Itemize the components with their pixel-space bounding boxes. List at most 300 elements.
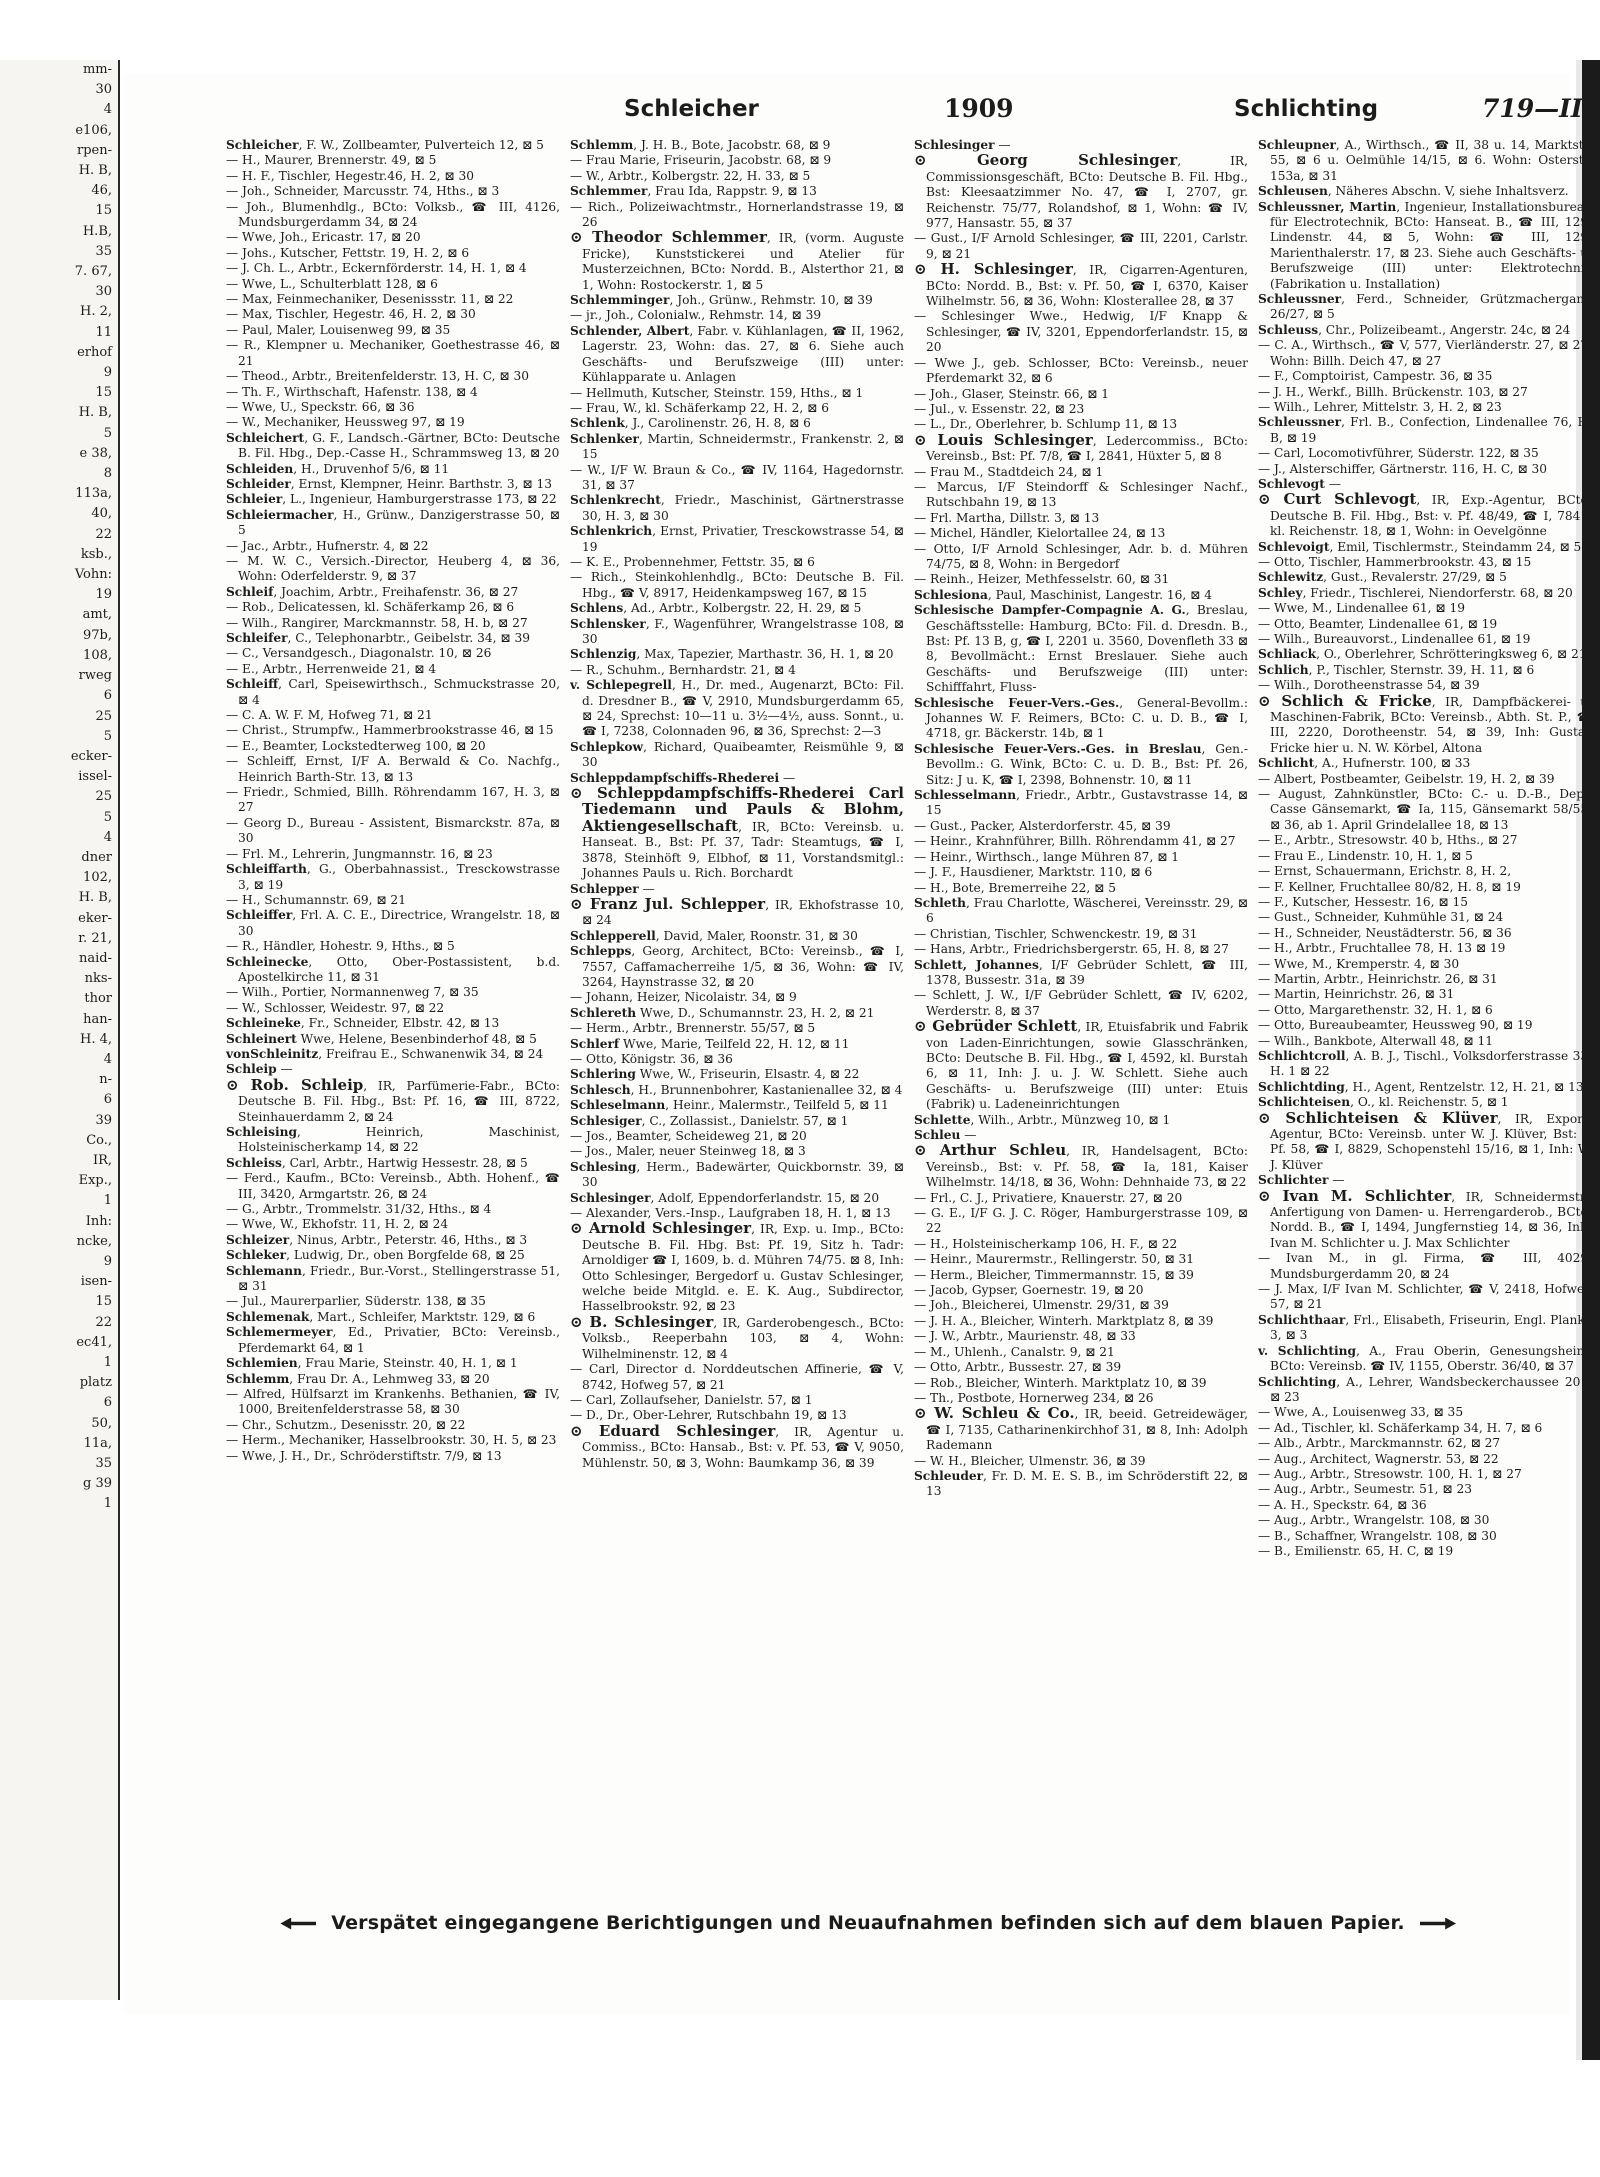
entry-name: Schleizer (226, 1232, 290, 1247)
entry-name: Schleicher (226, 138, 299, 152)
directory-entry (570, 555, 904, 570)
directory-entry (1258, 385, 1592, 400)
entry-details: , IR, Parfümerie-Fabr., BCto: Deutsche B. Fil. Hbg., Bst: Pf. 16, ☎ III, 8722, Steinhauerdamm 2, ⊠ 24 (238, 1078, 560, 1124)
entry-name: Schleip (226, 1062, 277, 1077)
column-2 (570, 138, 904, 1898)
margin-fragment: 30 (95, 82, 112, 98)
entry-name: ⊙ Ivan M. Schlichter (1258, 1186, 1452, 1205)
entry-details: , Frl. A. C. E., Directrice, Wrangelstr. 18, ⊠ 30 (238, 908, 560, 938)
entry-name: Schlenzig (570, 647, 637, 662)
directory-entry (226, 1294, 560, 1309)
entry-name: ⊙ B. Schlesinger (570, 1312, 714, 1331)
margin-fragment: 30 (95, 284, 112, 300)
entry-details: , IR, Export-Agentur, BCto: Vereinsb. unter W. J. Klüver, Bst: v. Pf. 58, ☎ I, 8829, Schopenstehl 15/16, ⊠ 1, Inh: W. J. Klüver (1270, 1111, 1592, 1172)
entry-details: — Wilh., Lehrer, Mittelstr. 3, H. 2, ⊠ 23 (1258, 399, 1502, 414)
entry-details: , Frl., Elisabeth, Friseurin, Engl. Planke 3, ⊠ 3 (1270, 1312, 1592, 1343)
directory-entry (570, 1362, 904, 1393)
entry-name: Schleuder (914, 1468, 984, 1483)
entry-name: Schlichtcroll (1258, 1048, 1346, 1063)
entry-details: — Ferd., Kaufm., BCto: Vereinsb., Abth. Hohenf., ☎ III, 3420, Armgartstr. 26, ⊠ 24 (226, 1171, 560, 1201)
entry-details: , A., Wirthsch., ☎ II, 38 u. 14, Marktstr. 55, ⊠ 6 u. Oelmühle 14/15, ⊠ 6. Wohn: Osterstr. 153a, ⊠ 31 (1270, 138, 1592, 183)
entry-details: — H., Holsteinischerkamp 106, H. F., ⊠ 22 (914, 1236, 1178, 1251)
entry-details: , A. B. J., Tischl., Volksdorferstrasse 33, H. 1 ⊠ 22 (1270, 1048, 1592, 1079)
directory-entry (914, 1469, 1248, 1500)
entry-details: , Friedr., Bur.-Vorst., Stellingerstrasse 51, ⊠ 31 (238, 1263, 560, 1294)
entry-details: — Frl., C. J., Privatiere, Knauerstr. 27, ⊠ 20 (914, 1190, 1183, 1205)
entry-details: , Frau Dr. A., Lehmweg 33, ⊠ 20 (289, 1371, 490, 1386)
entry-name: Schlicht (1258, 756, 1315, 771)
directory-entry (226, 539, 560, 554)
entry-name: Schlensker (570, 616, 646, 631)
entry-details: — Max, Tischler, Hegestr. 46, H. 2, ⊠ 30 (226, 307, 476, 322)
entry-details: — August, Zahnkünstler, BCto: C.- u. D.-B., Dep.-Casse Gänsemarkt, ☎ Ia, 115, Gänsemarkt 58/55, ⊠ 36, ab 1. April Grindelallee 18, ⊠ 13 (1258, 787, 1592, 832)
entry-name: Schlemien (226, 1356, 298, 1371)
directory-entry (914, 387, 1248, 402)
entry-details: — Ad., Tischler, kl. Schäferkamp 34, H. 7, ⊠ 6 (1258, 1420, 1543, 1435)
margin-fragment: H. B, (78, 405, 112, 421)
entry-details: , Breslau, Geschäftsstelle: Hamburg, BCto: Fil. d. Dresdn. B., Bst: Pf. 13 B, g, ☎ I, 2201 u. 3560, Dovenfleth 33 ⊠ 8, Bevollmächt.: Ernst Breslauer. Siehe auch Geschäfts- und Berufszweige (III) unter: Schifffahrt, Fluss- (926, 603, 1248, 695)
entry-details: , IR, Ekhofstrasse 10, ⊠ 24 (582, 897, 904, 928)
directory-entry (570, 169, 904, 184)
entry-details: , IR, Commissionsgeschäft, BCto: Deutsche B. Fil. Hbg., Bst: Kleesaatzimmer No. 47, ☎ I, 2707, gr. Reichenstr. 75/77, Rolandshof, ⊠ 1, Wohn: ☎ IV, 977, Hansastr. 55, ⊠ 37 (926, 154, 1248, 231)
entry-details: — Aug., Arbtr., Stresowstr. 100, H. 1, ⊠ 27 (1258, 1466, 1522, 1481)
entry-details: — (1324, 476, 1341, 491)
entry-details: Wwe, Helene, Besenbinderhof 48, ⊠ 5 (296, 1031, 537, 1046)
entry-details: , IR, Schneidermstr., Anfertigung von Damen- u. Herrengarderob., BCto: Nordd. B., ☎ I, 1494, Jungfernstieg 14, ⊠ 36, Inh: Ivan M. Schlichter u. J. Max Schlichter (1270, 1189, 1592, 1250)
entry-name: Schleier (226, 492, 283, 507)
directory-entry (914, 1376, 1248, 1391)
entry-details: , Frau Ida, Rappstr. 9, ⊠ 13 (647, 184, 817, 199)
directory-entry (226, 847, 560, 862)
directory-entry (570, 230, 904, 293)
entry-details: — Gust., I/F Arnold Schlesinger, ☎ III, 2201, Carlstr. 9, ⊠ 21 (914, 231, 1248, 261)
directory-page (124, 74, 1592, 2014)
entry-details: — Herm., Bleicher, Timmermannstr. 15, ⊠ 39 (914, 1267, 1194, 1282)
entry-details: — Otto, Bureaubeamter, Heussweg 90, ⊠ 19 (1258, 1018, 1533, 1033)
entry-details: , A., Lehrer, Wandsbeckerchaussee 201, ⊠ 23 (1270, 1374, 1592, 1404)
directory-entry (1258, 787, 1592, 833)
directory-entry (226, 169, 560, 184)
margin-fragment: nks- (84, 971, 112, 987)
directory-entry (570, 678, 904, 740)
entry-details: , Friedr., Arbtr., Gustavstrasse 14, ⊠ 15 (926, 788, 1248, 818)
entry-details: — Reinh., Heizer, Methfesselstr. 60, ⊠ 31 (914, 572, 1170, 587)
entry-details: — Jos., Beamter, Scheideweg 21, ⊠ 20 (570, 1129, 807, 1143)
entry-details: — Chr., Schutzm., Desenisstr. 20, ⊠ 22 (226, 1417, 466, 1432)
entry-details: — Alb., Arbtr., Marckmannstr. 62, ⊠ 27 (1258, 1436, 1501, 1451)
directory-entry (570, 324, 904, 386)
entry-details: — Wwe, Joh., Ericastr. 17, ⊠ 20 (226, 230, 421, 245)
entry-details: , Friedr., Tischlerei, Niendorferstr. 68, ⊠ 20 (1302, 585, 1573, 600)
entry-name: Schlesinger (570, 1190, 651, 1205)
margin-fragment: issel- (78, 769, 112, 785)
entry-details: — Herm., Mechaniker, Hasselbrookstr. 30, H. 5, ⊠ 23 (226, 1433, 557, 1448)
directory-entry (1258, 941, 1592, 956)
directory-entry (226, 1171, 560, 1202)
entry-name: Schlenkrich (570, 524, 653, 539)
entry-name: Schleiffer (226, 908, 293, 923)
directory-entry (1258, 462, 1592, 477)
margin-fragment: 25 (95, 789, 112, 805)
entry-details: — Otto, I/F Arnold Schlesinger, Adr. b. d. Mühren 74/75, ⊠ 8, Wohn: in Bergedorf (914, 541, 1248, 571)
entry-details: — Theod., Arbtr., Breitenfelderstr. 13, H. C, ⊠ 30 (226, 369, 530, 384)
directory-entry (226, 893, 560, 908)
entry-details: — Otto, Arbtr., Bussestr. 27, ⊠ 39 (914, 1360, 1122, 1375)
entry-details: — H., Bote, Bremerreihe 22, ⊠ 5 (914, 880, 1117, 895)
entry-details: — F., Kutscher, Hessestr. 16, ⊠ 15 (1258, 894, 1468, 909)
entry-details: , Carl, Arbtr., Hartwig Hessestr. 28, ⊠ 5 (281, 1155, 528, 1170)
entry-details: — Martin, Heinrichstr. 26, ⊠ 31 (1258, 987, 1455, 1002)
directory-entry (1258, 1186, 1592, 1252)
entry-details: — H. F., Tischler, Hegestr.46, H. 2, ⊠ 30 (226, 168, 475, 183)
directory-entry (570, 1067, 904, 1082)
entry-details: — Heinr., Krahnführer, Billh. Röhrendamm 41, ⊠ 27 (914, 834, 1236, 849)
entry-details: , Gen.-Bevollm.: G. Wink, BCto: C. u. D. B., Bst: Pf. 26, Sitz: J u. K, ☎ I, 2398, Bohnenstr. 10, ⊠ 11 (926, 741, 1248, 787)
directory-entry (226, 1217, 560, 1232)
directory-entry (226, 708, 560, 723)
entry-name: Schleiermacher (226, 507, 334, 522)
entry-details: — Schlesinger Wwe., Hedwig, I/F Knapp & Schlesinger, ☎ IV, 3201, Eppendorferlandstr. 15, ⊠ 20 (914, 309, 1248, 355)
entry-details: , Ludwig, Dr., oben Borgfelde 68, ⊠ 25 (286, 1248, 525, 1263)
entry-details: , H., Druvenhof 5/6, ⊠ 11 (293, 461, 450, 476)
entry-details: — J. W., Arbtr., Maurienstr. 48, ⊠ 33 (914, 1329, 1136, 1344)
margin-fragment: 22 (95, 1314, 112, 1330)
directory-entry (226, 1047, 560, 1062)
entry-details: — Wilh., Bureauvorst., Lindenallee 61, ⊠ 19 (1258, 632, 1531, 646)
directory-entry (914, 1113, 1248, 1128)
entry-name: Schlichting (1258, 1374, 1337, 1389)
entry-details: — jr., Joh., Colonialw., Rehmstr. 14, ⊠ 39 (570, 308, 822, 323)
directory-entry (914, 526, 1248, 541)
entry-name: Schlemann (226, 1263, 302, 1278)
entry-details: , G. F., Landsch.-Gärtner, BCto: Deutsche B. Fil. Hbg., Dep.-Casse H., Schrammsweg 13, ⊠ 20 (238, 430, 560, 461)
margin-fragment: ec41, (76, 1334, 112, 1350)
entry-details: — E., Arbtr., Herrenweide 21, ⊠ 4 (226, 661, 437, 676)
entry-name: ⊙ W. Schleu & Co. (914, 1404, 1075, 1423)
entry-details: — E., Arbtr., Stresowstr. 40 b, Hths., ⊠ 27 (1258, 833, 1518, 848)
entry-details: — Jacob, Gypser, Goernestr. 19, ⊠ 20 (914, 1283, 1144, 1298)
entry-details: — Wwe J., geb. Schlosser, BCto: Vereinsb., neuer Pferdemarkt 32, ⊠ 6 (914, 355, 1248, 386)
margin-fragment: n- (99, 1072, 112, 1088)
entry-details: — E., Beamter, Lockstedterweg 100, ⊠ 20 (226, 738, 486, 753)
margin-fragment: naid- (79, 950, 112, 966)
pointing-hand-right-icon (1420, 1918, 1456, 1930)
entry-name: ⊙ Gebrüder Schlett (914, 1017, 1078, 1036)
entry-name: ⊙ Eduard Schlesinger (570, 1421, 776, 1440)
directory-entry (914, 1237, 1248, 1252)
directory-entry (226, 723, 560, 738)
entry-name: Schlemminger (570, 293, 670, 308)
entry-details: , Martin, Schneidermstr., Frankenstr. 2, ⊠ 15 (582, 431, 904, 462)
directory-entry (1258, 1375, 1592, 1406)
directory-columns (226, 138, 1592, 1898)
directory-entry (226, 1449, 560, 1464)
entry-details: — Carl, Director d. Norddeutschen Affinerie, ☎ V, 8742, Hofweg 57, ⊠ 21 (570, 1362, 904, 1392)
entry-details: — Frau M., Stadtdeich 24, ⊠ 1 (914, 464, 1104, 479)
directory-entry (570, 386, 904, 401)
margin-fragment: 5 (103, 728, 112, 744)
entry-details: , IR, (vorm. Auguste Fricke), Kunststickerei und Atelier für Musterzeichnen, BCto: Nordd. B., Alsterthor 21, ⊠ 1, Wohn: Rostockerstr. 1, ⊠ 5 (582, 231, 904, 292)
directory-entry (914, 1206, 1248, 1237)
entry-details: , Gust., Revalerstr. 27/29, ⊠ 5 (1323, 570, 1507, 585)
entry-details: — Wwe, W., Ekhofstr. 11, H. 2, ⊠ 24 (226, 1217, 449, 1232)
directory-entry (914, 1143, 1248, 1190)
entry-details: — Christ., Strumpfw., Hammerbrookstrasse 46, ⊠ 15 (226, 723, 554, 738)
directory-entry (914, 430, 1248, 465)
entry-details: — Schleiff, Ernst, I/F A. Berwald & Co. Nachfg., Heinrich Barth-Str. 13, ⊠ 13 (226, 754, 560, 784)
directory-entry (570, 1021, 904, 1036)
entry-details: — W. H., Bleicher, Ulmenstr. 36, ⊠ 39 (914, 1453, 1146, 1468)
directory-entry (1258, 338, 1592, 369)
entry-name: Schley (1258, 585, 1303, 600)
entry-name: Schlett, Johannes (914, 957, 1039, 972)
directory-entry (914, 1406, 1248, 1453)
entry-details: , Paul, Maschinist, Langestr. 16, ⊠ 4 (987, 587, 1212, 602)
margin-fragment: 4 (103, 829, 112, 845)
margin-fragment: 1 (103, 1355, 112, 1370)
entry-details: — Wwe, M., Lindenallee 61, ⊠ 19 (1258, 601, 1465, 616)
entry-details: , Otto, Ober-Postassistent, b.d. Apostelkirche 11, ⊠ 31 (238, 954, 560, 984)
entry-details: — Jul., v. Essenstr. 22, ⊠ 23 (914, 401, 1085, 416)
directory-entry (1258, 1529, 1592, 1544)
directory-entry (226, 1125, 560, 1156)
directory-entry (1258, 415, 1592, 446)
entry-details: — Otto, Margarethenstr. 32, H. 1, ⊠ 6 (1258, 1002, 1493, 1017)
entry-details: , Emil, Tischlermstr., Steindamm 24, ⊠ 5 (1329, 539, 1582, 554)
entry-name: ⊙ Schlichteisen & Klüver (1258, 1108, 1498, 1127)
entry-details: , General-Bevollm.: Johannes W. F. Reimers, BCto: C. u. D. B., ☎ I, 4718, gr. Bäckerstr. 14b, ⊠ 1 (926, 695, 1248, 741)
directory-entry (1258, 1282, 1592, 1313)
entry-details: , Frau Charlotte, Wäscherei, Vereinsstr. 29, ⊠ 6 (926, 895, 1248, 926)
entry-details: — C., Versandgesch., Diagonalstr. 10, ⊠ 26 (226, 646, 492, 661)
entry-details: , Ed., Privatier, BCto: Vereinsb., Pferdemarkt 64, ⊠ 1 (238, 1325, 560, 1355)
directory-entry (914, 465, 1248, 480)
directory-entry (1258, 1313, 1592, 1344)
entry-details: , Georg, Architect, BCto: Vereinsb., ☎ I, 7557, Caffamacherreihe 1/5, ⊠ 36, Wohn: ☎ IV, 3264, Haynstrasse 32, ⊠ 20 (582, 944, 904, 989)
entry-name: Schleppdampfschiffs-Rhederei (570, 770, 780, 785)
column-3 (914, 138, 1248, 1898)
directory-entry (1258, 772, 1592, 787)
directory-entry (914, 742, 1248, 788)
margin-fragment: 6 (103, 1395, 112, 1411)
margin-fragment: 11 (95, 324, 112, 340)
directory-entry (1258, 601, 1592, 616)
entry-details: , IR, Etuisfabrik und Fabrik von Laden-Einrichtungen, sowie Glasschränken, BCto: Deutsche B. Fil. Hbg., ☎ I, 4592, kl. Burstah 6, ⊠ 11, Inh: J. u. J. W. Schlett. Siehe auch Geschäfts- u. Berufszweige (III) unter: Etuis (Fabrik) u. Ladeneinrichtungen (926, 1020, 1248, 1112)
directory-entry (1258, 756, 1592, 771)
entry-details: , H., Brunnenbohrer, Kastanienallee 32, ⊠ 4 (630, 1082, 903, 1097)
entry-details: — Th., Postbote, Hornerweg 234, ⊠ 26 (914, 1390, 1154, 1405)
entry-details: , O., Oberlehrer, Schrötteringksweg 6, ⊠ 21 (1316, 647, 1587, 662)
directory-entry (1258, 833, 1592, 848)
directory-entry (570, 786, 904, 881)
entry-details: — Frl. Martha, Dillstr. 3, ⊠ 13 (914, 510, 1100, 525)
entry-name: Schlering (570, 1067, 636, 1082)
directory-entry (1258, 972, 1592, 987)
directory-entry (570, 1098, 904, 1113)
directory-entry (226, 230, 560, 245)
entry-name: Schlette (914, 1112, 971, 1127)
entry-details: — Heinr., Wirthsch., lange Mühren 87, ⊠ 1 (914, 849, 1180, 864)
directory-entry (1258, 138, 1592, 184)
entry-details: — R., Händler, Hohestr. 9, Hths., ⊠ 5 (226, 939, 455, 954)
entry-details: , IR, Cigarren-Agenturen, BCto: Nordd. B., Bst: v. Pf. 50, ☎ I, 6370, Kaiser Wilhelmstr. 56, ⊠ 36, Wohn: Klosterallee 28, ⊠ 37 (926, 263, 1248, 309)
entry-name: Schlevogt (1258, 476, 1325, 491)
entry-name: Schlesische Feuer-Vers.-Ges. (914, 695, 1120, 710)
directory-entry (1258, 492, 1592, 539)
directory-entry (914, 927, 1248, 942)
entry-name: Schlesiona (914, 587, 988, 602)
directory-entry (570, 1421, 904, 1471)
entry-details: — Aug., Architect, Wagnerstr. 53, ⊠ 22 (1258, 1451, 1499, 1466)
entry-details: , Wilh., Arbtr., Münzweg 10, ⊠ 1 (970, 1112, 1171, 1127)
directory-entry (570, 1052, 904, 1067)
entry-details: , Herm., Badewärter, Quickbornstr. 39, ⊠ 30 (582, 1159, 904, 1190)
entry-details: , Ingenieur, Installationsbureau für Electrotechnik, BCto: Hanseat. B., ☎ III, 129, Lindenstr. 44, ⊠ 5, Wohn: ☎ III, 129, Marienthalerstr. 17, ⊠ 23. Siehe auch Geschäfts- u. Berufszweige (III) unter: Elektrotechnik (Fabrikation u. Installation) (1270, 199, 1592, 291)
entry-details: , Fabr. v. Kühlanlagen, ☎ II, 1962, Lagerstr. 23, Wohn: das. 27, ⊠ 6. Siehe auch Geschäfts- und Berufszweige (III) unter: Kühlapparate u. Anlagen (582, 323, 904, 385)
directory-entry (1258, 1513, 1592, 1528)
entry-name: ⊙ Curt Schlevogt (1258, 490, 1417, 509)
entry-name: Schleinert (226, 1031, 297, 1046)
directory-entry (226, 908, 560, 939)
directory-entry (226, 1032, 560, 1047)
directory-entry (226, 1372, 560, 1387)
entry-name: Schlenker (570, 431, 639, 446)
directory-entry (1258, 1251, 1592, 1282)
entry-name: Schleussner, Martin (1258, 199, 1397, 214)
entry-name: Schleif (226, 584, 274, 599)
margin-fragment: 4 (103, 1051, 112, 1067)
directory-entry (570, 663, 904, 678)
directory-entry (914, 850, 1248, 865)
directory-entry (570, 138, 904, 153)
directory-entry (914, 1283, 1248, 1298)
entry-name: Schlichteisen (1258, 1095, 1351, 1110)
directory-entry (570, 200, 904, 231)
entry-name: Schlewitz (1258, 570, 1324, 585)
directory-entry (914, 402, 1248, 417)
directory-entry (914, 480, 1248, 511)
entry-details: — Gust., Packer, Alsterdorferstr. 45, ⊠ 39 (914, 818, 1171, 833)
margin-fragment: han- (83, 1011, 112, 1027)
entry-details: , J., Carolinenstr. 26, H. 8, ⊠ 6 (624, 416, 811, 431)
entry-details: , C., Telephonarbtr., Geibelstr. 34, ⊠ 39 (287, 631, 531, 645)
entry-name: Schleth (914, 895, 966, 910)
margin-fragment: 6 (103, 688, 112, 704)
entry-details: Wwe, Marie, Teilfeld 22, H. 12, ⊠ 11 (619, 1036, 850, 1051)
entry-details: , G., Oberbahnassist., Tresckowstrasse 3, ⊠ 19 (238, 862, 560, 892)
entry-details: , J. H. B., Bote, Jacobstr. 68, ⊠ 9 (633, 138, 831, 152)
entry-details: — Jul., Maurerparlier, Süderstr. 138, ⊠ 35 (226, 1294, 486, 1309)
entry-details: , Joachim, Arbtr., Freihafenstr. 36, ⊠ 27 (273, 584, 519, 599)
entry-name: Schlenk (570, 416, 625, 431)
directory-entry (914, 834, 1248, 849)
directory-entry (1258, 184, 1592, 199)
margin-fragment: H. 2, (79, 304, 112, 320)
entry-details: , A., Frau Oberin, Genesungsheim, BCto: Vereinsb. ☎ IV, 1155, Oberstr. 36/40, ⊠ 37 (1270, 1343, 1592, 1374)
directory-entry (914, 356, 1248, 387)
entry-details: — Gust., Schneider, Kuhmühle 31, ⊠ 24 (1258, 910, 1504, 925)
entry-details: — Rob., Delicatessen, kl. Schäferkamp 26, ⊠ 6 (226, 600, 515, 615)
entry-details: — Frau E., Lindenstr. 10, H. 1, ⊠ 5 (1258, 848, 1473, 863)
entry-name: Schleiden (226, 461, 294, 476)
entry-name: Schleussner (1258, 292, 1342, 307)
margin-fragment: ncke, (76, 1233, 112, 1249)
entry-details: — W., Arbtr., Kolbergstr. 22, H. 33, ⊠ 5 (570, 168, 811, 183)
margin-fragment: e 38, (79, 445, 112, 461)
entry-name: ⊙ Schlich & Fricke (1258, 691, 1432, 710)
directory-entry (914, 881, 1248, 896)
directory-entry (226, 323, 560, 338)
directory-entry (914, 1329, 1248, 1344)
margin-fragment: rweg (78, 668, 112, 684)
entry-name: ⊙ H. Schlesinger (914, 260, 1073, 279)
directory-entry (570, 647, 904, 662)
entry-details: — F., Comptoirist, Campestr. 36, ⊠ 35 (1258, 369, 1493, 384)
entry-details: — Friedr., Schmied, Billh. Röhrendamm 167, H. 3, ⊠ 27 (226, 785, 560, 815)
entry-details: — Wilh., Rangirer, Marckmannstr. 58, H. b, ⊠ 27 (226, 615, 528, 630)
directory-entry (570, 493, 904, 524)
entry-details: , L., Ingenieur, Hamburgerstrasse 173, ⊠ 22 (282, 492, 557, 507)
directory-entry (226, 138, 560, 153)
entry-details: — Wwe, L., Schulterblatt 128, ⊠ 6 (226, 276, 438, 291)
entry-details: — W., Mechaniker, Heussweg 97, ⊠ 19 (226, 415, 465, 430)
entry-details: , F. W., Zollbeamter, Pulverteich 12, ⊠ 5 (298, 138, 544, 152)
directory-entry (1258, 1344, 1592, 1375)
entry-name: Schlesinger (914, 138, 995, 152)
entry-details: — Alfred, Hülfsarzt im Krankenhs. Bethanien, ☎ IV, 1000, Breitenfelderstrasse 58, ⊠ 30 (226, 1386, 560, 1417)
directory-entry (1258, 323, 1592, 338)
directory-entry (226, 554, 560, 585)
directory-entry (226, 1310, 560, 1325)
directory-entry (226, 677, 560, 708)
directory-entry (570, 1393, 904, 1408)
entry-details: — Wilh., Dorotheenstrasse 54, ⊠ 39 (1258, 678, 1480, 693)
directory-entry (1258, 1452, 1592, 1467)
entry-details: — Rob., Bleicher, Winterh. Marktplatz 10, ⊠ 39 (914, 1375, 1207, 1390)
entry-name: ⊙ Arnold Schlesinger (570, 1219, 752, 1238)
entry-details: — G., Arbtr., Trommelstr. 31/32, Hths., ⊠ 4 (226, 1202, 492, 1217)
directory-entry (570, 524, 904, 555)
directory-entry (226, 277, 560, 292)
entry-name: v. Schlepegrell (570, 678, 672, 693)
entry-details: — B., Schaffner, Wrangelstr. 108, ⊠ 30 (1258, 1528, 1497, 1543)
margin-fragment: 15 (95, 203, 112, 219)
margin-fragment: 15 (95, 1294, 112, 1310)
margin-fragment: Inh: (85, 1213, 112, 1229)
directory-entry (226, 200, 560, 231)
directory-entry (570, 1312, 904, 1362)
margin-fragment: 25 (95, 708, 112, 724)
directory-entry (226, 1202, 560, 1217)
entry-details: , Heinrich, Maschinist, Holsteinischerkamp 14, ⊠ 22 (238, 1125, 560, 1155)
entry-details: — H., Maurer, Brennerstr. 49, ⊠ 5 (226, 153, 437, 168)
page-header (224, 92, 1590, 136)
directory-entry (914, 1345, 1248, 1360)
directory-entry (1258, 400, 1592, 415)
margin-fragment: 1 (103, 1496, 112, 1512)
entry-details: , H., Agent, Rentzelstr. 12, H. 21, ⊠ 13 (1344, 1079, 1584, 1094)
entry-name: Schliack (1258, 647, 1317, 662)
entry-details: — W., Schlosser, Weidestr. 97, ⊠ 22 (226, 1000, 445, 1015)
directory-entry (1258, 880, 1592, 895)
entry-details: , Mart., Schleifer, Marktstr. 129, ⊠ 6 (309, 1309, 536, 1324)
entry-details: , H., Dr. med., Augenarzt, BCto: Fil. d. Dresdner B., ☎ V, 2910, Mundsburgerdamm 65, ⊠ 24, Sprechst: 10—11 u. 3½—4½, auss. Sonnt., u. ☎ I, 7238, Colonnaden 96, ⊠ 36, Sprechst: 2—3 (582, 678, 904, 739)
previous-page-edge (0, 60, 120, 2000)
directory-entry (226, 985, 560, 1000)
entry-details: — R., Klempner u. Mechaniker, Goethestrasse 46, ⊠ 21 (226, 338, 560, 368)
entry-details: , Ferd., Schneider, Grützmachergang 26/27, ⊠ 5 (1270, 292, 1592, 322)
entry-name: Schlemm (570, 138, 634, 152)
